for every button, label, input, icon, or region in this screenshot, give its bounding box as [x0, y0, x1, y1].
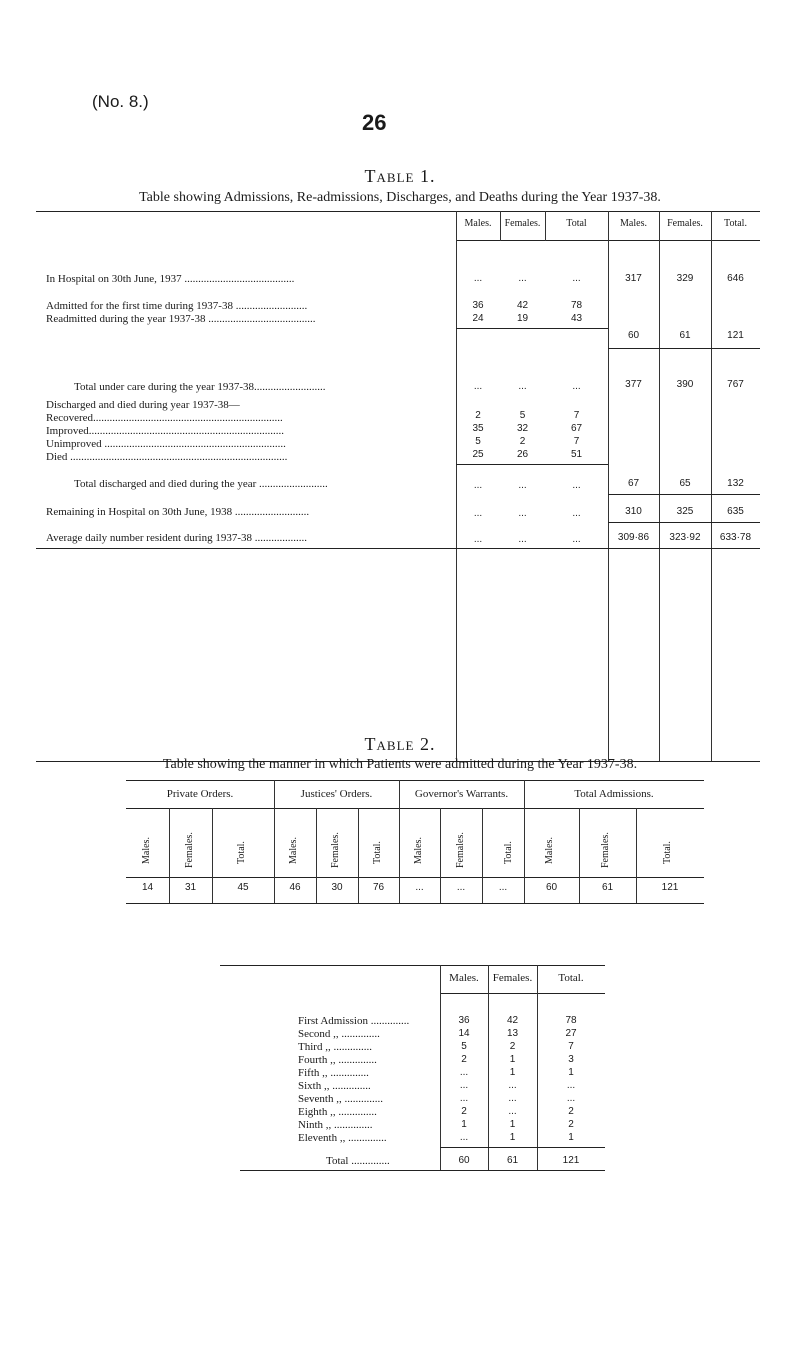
table2-caption: Table showing the manner in which Patients were admitted during the Year 1937-38.	[162, 757, 638, 772]
subtotal-rule	[608, 348, 760, 349]
cell: 2	[568, 1119, 574, 1130]
cell: 325	[676, 506, 694, 517]
table3-col-total: Total.	[558, 972, 584, 984]
cell: 1	[509, 1132, 516, 1143]
cell: 14	[141, 882, 154, 893]
cell: 7	[568, 1041, 574, 1052]
row-label: Fifth ,, ..............	[298, 1067, 369, 1079]
cell: ...	[473, 508, 483, 519]
cell: 78	[570, 300, 583, 311]
cell: ...	[459, 1080, 469, 1091]
cell: 25	[472, 449, 484, 460]
subhead-males: Males.	[141, 837, 152, 864]
subhead-females: Females.	[330, 832, 341, 868]
cell: 45	[237, 882, 249, 893]
cell: 2	[461, 1106, 467, 1117]
cell: 31	[184, 882, 197, 893]
cell: ...	[572, 480, 581, 491]
cell: 61	[506, 1155, 519, 1166]
cell: 633·78	[719, 532, 752, 543]
cell: 2	[475, 410, 481, 421]
cell: 323·92	[669, 532, 701, 543]
cell: 78	[565, 1015, 577, 1026]
cell: ...	[572, 381, 581, 392]
table1-col-total: Total	[566, 218, 587, 229]
table1-caption: Table showing Admissions, Re-admissions, Discharges, and Deaths during the Year 1937-38.	[139, 190, 661, 205]
cell: ...	[508, 1080, 517, 1091]
group-governors-warrants: Governor's Warrants.	[414, 788, 509, 800]
report-number: (No. 8.)	[92, 92, 149, 111]
cell: ...	[518, 381, 527, 392]
table1-col-total: Total.	[724, 218, 747, 229]
cell: 1	[509, 1054, 516, 1065]
cell: 76	[372, 882, 385, 893]
cell: 30	[331, 882, 343, 893]
cell: 2	[568, 1106, 574, 1117]
cell: 5	[519, 410, 526, 421]
cell: 310	[625, 506, 642, 517]
cell: ...	[572, 508, 581, 519]
subhead-females: Females.	[455, 832, 466, 868]
row-label: Died ...............................................................................	[46, 451, 288, 463]
cell: 7	[573, 436, 580, 447]
cell: 3	[568, 1054, 574, 1065]
cell: 27	[565, 1028, 577, 1039]
cell: 1	[509, 1067, 516, 1078]
cell: ...	[459, 1067, 469, 1078]
cell: 390	[676, 379, 694, 390]
cell: ...	[508, 1106, 517, 1117]
row-label: Second ,, ..............	[298, 1028, 380, 1040]
cell: ...	[498, 882, 508, 893]
subtotal-rule	[608, 494, 760, 495]
cell: ...	[572, 273, 581, 284]
subhead-males: Males.	[413, 837, 424, 864]
table1-col-males: Males.	[464, 218, 492, 229]
table2-top-rule	[126, 780, 704, 781]
cell: ...	[473, 273, 483, 284]
cell: 646	[727, 273, 744, 284]
cell: 26	[516, 449, 529, 460]
cell: 36	[472, 300, 484, 311]
table3-total-rule	[440, 1147, 605, 1148]
cell: 377	[625, 379, 642, 390]
subhead-females: Females.	[600, 832, 611, 868]
table3-top-rule	[220, 965, 605, 966]
cell: 60	[458, 1155, 470, 1166]
table3-header-rule	[440, 993, 605, 994]
cell: 121	[562, 1155, 580, 1166]
subtotal-rule	[608, 522, 760, 523]
page-number: 26	[362, 110, 387, 135]
cell: 36	[458, 1015, 470, 1026]
row-label: In Hospital on 30th June, 1937 ........................................	[46, 273, 295, 285]
cell: 24	[472, 313, 484, 324]
cell: ...	[473, 534, 483, 545]
row-label: Readmitted during the year 1937-38 .......................................	[46, 313, 316, 325]
cell: 1	[461, 1119, 467, 1130]
row-label: Ninth ,, ..............	[298, 1119, 373, 1131]
cell: ...	[473, 381, 483, 392]
row-label: Total discharged and died during the year .........................	[74, 478, 328, 490]
cell: 61	[601, 882, 614, 893]
cell: 61	[679, 330, 691, 341]
cell: ...	[566, 1093, 576, 1104]
cell: 2	[509, 1041, 516, 1052]
cell: 35	[472, 423, 484, 434]
table2-bottom-rule	[126, 903, 704, 904]
cell: ...	[456, 882, 466, 893]
cell: 42	[516, 300, 529, 311]
subhead-males: Males.	[288, 837, 299, 864]
row-label: Improved.......................................................................	[46, 425, 285, 437]
subhead-females: Females.	[184, 832, 195, 868]
cell: 67	[570, 423, 583, 434]
row-label: Admitted for the first time during 1937-38 ..........................	[46, 300, 308, 312]
cell: 635	[727, 506, 744, 517]
table1-col-females: Females.	[504, 218, 541, 229]
subtotal-rule	[456, 464, 608, 465]
cell: ...	[518, 534, 527, 545]
row-label: Recovered.....................................................................	[46, 412, 283, 424]
row-label: Unimproved ..................................................................	[46, 438, 286, 450]
table3-col-females: Females.	[492, 972, 533, 984]
row-label: Average daily number resident during 1937-38 ...................	[46, 532, 307, 544]
cell: 51	[570, 449, 583, 460]
subhead-total: Total.	[503, 841, 514, 864]
cell: 121	[727, 330, 744, 341]
cell: 2	[461, 1054, 467, 1065]
cell: 42	[506, 1015, 519, 1026]
cell: 317	[625, 273, 642, 284]
cell: ...	[518, 480, 527, 491]
discharged-heading: Discharged and died during year 1937-38—	[46, 399, 240, 411]
cell: 1	[568, 1067, 574, 1078]
cell: 767	[727, 379, 744, 390]
group-total-admissions: Total Admissions.	[574, 788, 654, 800]
table1-top-rule	[36, 211, 760, 212]
row-label: Fourth ,, ..............	[298, 1054, 377, 1066]
cell: 67	[627, 478, 640, 489]
row-label: Total under care during the year 1937-38..........................	[74, 381, 326, 393]
cell: 2	[519, 436, 526, 447]
subhead-total: Total.	[372, 841, 383, 864]
total-label: Total ..............	[326, 1155, 390, 1167]
cell: 60	[627, 330, 640, 341]
table3-col-males: Males.	[449, 972, 479, 984]
group-private-orders: Private Orders.	[166, 788, 234, 800]
cell: 5	[461, 1041, 467, 1052]
row-label: Seventh ,, ..............	[298, 1093, 383, 1105]
group-justices-orders: Justices' Orders.	[300, 788, 373, 800]
subhead-total: Total.	[236, 841, 247, 864]
row-label: Eleventh ,, ..............	[298, 1132, 387, 1144]
cell: 1	[509, 1119, 516, 1130]
cell: ...	[473, 480, 483, 491]
cell: ...	[459, 1132, 469, 1143]
cell: 5	[475, 436, 481, 447]
table2-heading: Table 2.	[364, 734, 436, 754]
cell: ...	[518, 273, 527, 284]
row-label: Third ,, ..............	[298, 1041, 372, 1053]
subhead-males: Males.	[544, 837, 555, 864]
cell: 121	[661, 882, 679, 893]
row-label: Eighth ,, ..............	[298, 1106, 377, 1118]
cell: ...	[518, 508, 527, 519]
row-label: Sixth ,, ..............	[298, 1080, 371, 1092]
cell: ...	[566, 1080, 576, 1091]
subhead-total: Total.	[662, 841, 673, 864]
cell: 13	[506, 1028, 519, 1039]
cell: ...	[459, 1093, 469, 1104]
cell: 46	[289, 882, 301, 893]
cell: 43	[570, 313, 583, 324]
row-label: First Admission ..............	[298, 1015, 410, 1027]
cell: 309·86	[617, 532, 650, 543]
table1-heading: Table 1.	[364, 166, 436, 186]
cell: 65	[679, 478, 691, 489]
cell: 7	[573, 410, 580, 421]
cell: ...	[415, 882, 424, 893]
cell: 132	[727, 478, 744, 489]
table1-end-rule	[36, 548, 760, 549]
cell: 32	[516, 423, 529, 434]
table1-col-males: Males.	[620, 218, 647, 229]
table3-bottom-rule	[240, 1170, 605, 1171]
row-label: Remaining in Hospital on 30th June, 1938 ...........................	[46, 506, 310, 518]
cell: 1	[568, 1132, 574, 1143]
subtotal-rule	[456, 328, 608, 329]
table1-col-females: Females.	[667, 218, 703, 229]
cell: 19	[516, 313, 529, 324]
cell: 60	[545, 882, 558, 893]
cell: 329	[676, 273, 694, 284]
cell: 14	[458, 1028, 470, 1039]
cell: ...	[572, 534, 581, 545]
cell: ...	[508, 1093, 517, 1104]
